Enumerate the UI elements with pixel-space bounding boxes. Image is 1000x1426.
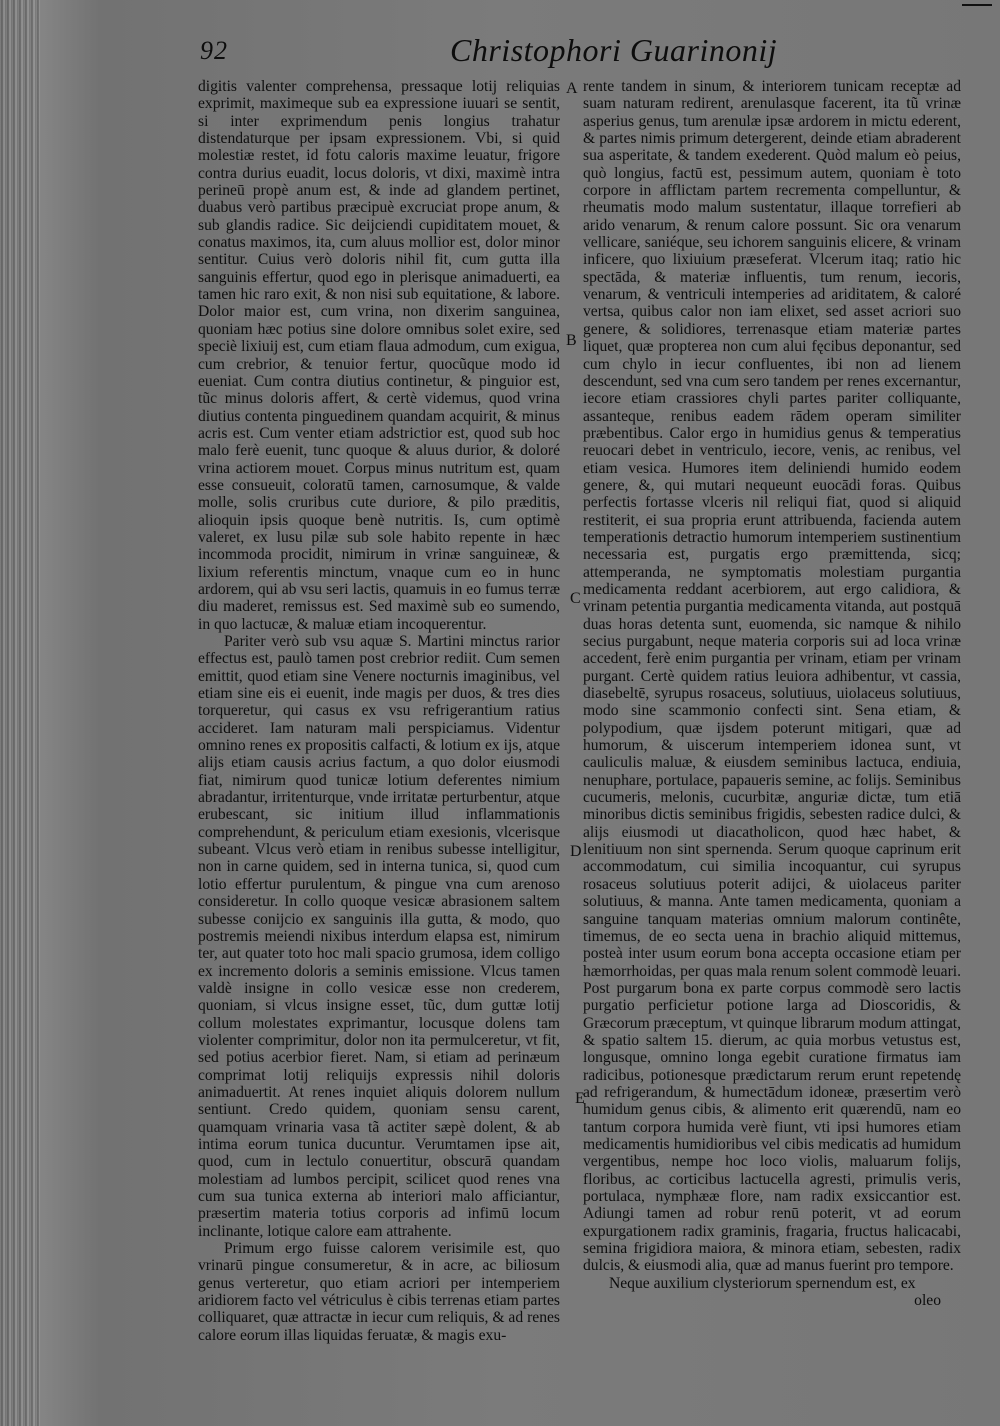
right-paragraph-2: Neque auxilium clysteriorum spernendum est, ex [609,1274,916,1292]
margin-letter-c: C [570,590,581,607]
catchword: oleo [914,1292,941,1310]
corner-mark [962,4,992,6]
left-paragraph-3: Primum ergo fuisse calorem verisimile est, quo vrinarū pingue consumeretur, & in acre, ac biliosum genus verteretur, quo etiam acriori per intemperiem aridiorem facto vel vétriculus è cibis terrenas etiam partes colliquaret, quæ attractæ in iecur cum reliquis, & ad renes calore eorum illas liquidas feruatæ, & magis exu- [198,1240,560,1344]
margin-letter-d: D [570,843,582,860]
page-number: 92 [200,36,228,65]
right-column [583,78,961,1309]
left-paragraph-1: digitis valenter comprehensa, pressaque lotij reliquias exprimit, maximeque sub ea expressione iuuari se sentit, si inter exprimendum penis longius trahatur distendaturque per ipsam expressionem. Vbi, si quid molestiæ restet, id fotu caloris maxime leuatur, frigore contra durius euadit, locus doloris, vt dixi, maximè intra perineū propè anum est, & inde ad glandem pertinet, duabus verò partibus præcipuè excruciat prope anum, & sub glandis radice. Sic deijciendi cupiditatem mouet, & conatus maximos, ita, cum aluus mollior est, dolor minor sentitur. Cuius verò doloris nihil fit, cum gutta illa sanguinis effertur, quod ego in plerisque animaduerti, ea tamen hic raro exit, & non nisi sub equitatione, & labore. Dolor maior est, cum vrina, non dixerim sanguinea, quoniam hæc potius sine dolore omnibus solet exire, sed speciè lixiuij est, cum etiam flaua admodum, cum exigua, cum crebrior, & tenuior fertur, quocũque modo id eueniat. Cum contra diutius continetur, & pinguior est, tũc minus doloris affert, & certè videmus, quod vrina diutius contenta pinguedinem quandam acquirit, & minus acris est. Cum venter etiam adstrictior est, quod sub hoc malo ferè euenit, tunc quoque & aluus durior, & doloré vrina actiorem mouet. Corpus minus nutritum est, quam esse consueuit, coloratū tamen, carnosumque, & valde molle, solis cruribus cute duriore, & pilo præditis, alioquin ipsis quoque benè nutritis. Is, cum optimè valeret, ex lusu pilæ sub sole habito repente in hæc incommoda procidit, nimirum in vrinæ sanguineæ, & lixium referentis minctum, vnaque cum eo in hunc ardorem, qui ab vsu seri lactis, quamuis in eo fumus terræ diu maderet, remissus est. Sed maximè sub eo sumendo, in quo lactucæ, & maluæ etiam incoquerentur. [198,78,560,633]
margin-letter-a: A [566,80,578,97]
right-paragraph-1: rente tandem in sinum, & interiorem tunicam receptæ ad suam naturam redirent, arenulasque facerent, ita tũ vrinæ asperius genus, tum arenulæ ipsæ ardorem in mictu ederent, & partes nimis primum detergerent, deinde etiam abraderent sua asperitate, & tandem exederent. Quòd malum eò peius, quò longius, factū est, pessimum autem, quoniam è toto corpore in afflictam partem recrementa compelluntur, & rheumatis modo malum sustentatur, illaque torrefieri ab arido venarum, & renum calore possunt. Sic ora venarum vellicare, saniéque, seu ichorem sanguinis elicere, & vrinam inficere, quo lixiuium præseferat. Vlcerum itaq; ratio hic spectāda, & materiæ influentis, tum renum, iecoris, venarum, & ventriculi intemperies ad ariditatem, & caloré vertsa, quibus calor non iam elixet, sed asset acriori suo genere, & solidiores, terrenasque etiam materiæ partes liquet, quæ propterea non cum alui fęcibus deponantur, sed cum chylo in iecur confluentes, ibi non ad lienem descendunt, sed vna cum sero tandem per renes excernantur, iecore etiam crassiores chyli partes pariter colliquante, assanteque, renibus eadem rādem operam similiter præbentibus. Calor ergo in humidius genus & temperatius reuocari debet in ventriculo, iecore, venis, ac renibus, vel etiam vesica. Humores item deliniendi humido eodem genere, &, qui mutari nequeunt euocādi foras. Quibus perfectis fortasse vlceris nil reliqui fiat, quod si aliquid restiterit, ei sua propria erunt attribuenda, facienda autem temperationis detractio humorum intemperiem sustinentium necessaria est, purgatis ergo præmittenda, sicq; attemperanda, ne symptomatis molestiam purgantia medicamenta reddant acerbiorem, aut ergo calidiora, & vrinam petentia purgantia medicamenta vitanda, aut postquā duas horas detenta sunt, euomenda, sic namque & nihilo secius purgabunt, neque materia corporis sui ad loca vrinæ accedent, ferè enim purgantia per vrinam, etiam per vrinam purgant. Certè quidem ratius leuiora adhibentur, vt cassia, diasebeltē, syrupus rosaceus, solutiuus, uiolaceus solutiuus, modo sine scammonio confecti sint. Sena etiam, & polypodium, quæ ijsdem poterunt mitigari, quæ ad humorum, & uiscerum intemperiem idonea sunt, vt cauliculis maluæ, & eiusdem seminibus lactuca, endiuia, nenuphare, portulace, papaueris semine, ac folijs. Seminibus cucumeris, melonis, cucurbitæ, anguriæ dictæ, tum etiā minoribus dictis seminibus frigidis, sebesten radice dulci, & alijs eiusmodi ut diacatholicon, quod hæc habet, & lenitiuum non sint spernenda. Serum quoque caprinum erit accommodatum, cui similia incoquantur, cui syrupus rosaceus solutiuus poterit adijci, & uiolaceus pariter solutiuus, & manna. Ante tamen medicamenta, quoniam a sanguine tanquam materias omnium malorum continête, timemus, de eo secta uena in brachio aliquid mittemus, posteà inter usum eorum bona accepta occasione etiam per hæmorrhoidas, per quas mala renum solent commodè leuari. Post purgarum bona ex parte corpus commodè sero lactis purgatio perficietur potione larga ad Dioscoridis, & Græcorum præceptum, vt quinque librarum modum attingat, & spatio saltem 15. dierum, ac quia morbus vetustus est, longusque, omnino longa egebit curatione firmatus iam radicibus, potionesque prædictarum rerum erunt repetendę ad refrigerandum, & humectādum idoneæ, præsertim verò humidum genus cibis, & alimento erit quærendū, nam eo tantum corpora humida verè fiunt, vti ipsi humores etiam medicamentis humidioribus vel cibis medicatis ad humidum vergentibus, nempe hoc loco violis, maluarum folijs, floribus, ac corticibus lactucella agresti, primulis veris, portulaca, nymphææ flore, nam radix exsiccantior est. Adiungi tamen ad robur renū poterit, vt ad eorum expurgationem radix graminis, fragaria, fructus halicacabi, semina frigidiora maiora, & minora etiam, sebesten, radix dulcis, & eiusmodi alia, quæ ad manus fuerint pro tempore. [583,78,961,1275]
running-head: Christophori Guarinonij [450,32,778,68]
margin-letter-b: B [566,332,577,349]
margin-letter-e: E [575,1090,585,1107]
left-paragraph-2: Pariter verò sub vsu aquæ S. Martini minctus rarior effectus est, paulò tamen post crebrior rediit. Cum semen emittit, quod etiam sine Venere nocturnis imaginibus, vel etiam sine eis ei euenit, inde magis per duos, & tres dies torqueretur, qui casus ex vsu refrigerantium ratius accideret. Iam naturam mali perspiciamus. Videntur omnino renes ex propositis calfacti, & lotium ex ijs, atque alijs etiam causis acrius factum, a quo dolor eiusmodi fiat, nimirum quod tunicæ lotium deferentes nimium abradantur, irritenturque, vnde irritatæ perturbentur, atque erubescant, sic initium illud inflammationis comprehendunt, & periculum etiam exesionis, vlcerisque subeant. Vlcus verò etiam in renibus subesse intelligitur, non in carne quidem, sed in interna tunica, si, quod cum lotio effertur purulentum, & pingue vna cum arenoso consideretur. In collo quoque vesicæ abrasionem saltem subesse conijcio ex sanguinis illa gutta, & modo, quo postremis meiendi nixibus interdum elapsa est, nimirum ter, aut quater toto hoc mali spacio grumosa, idem colligo ex incremento doloris a seminis emissione. Vlcus tamen valdè insigne in collo vesicæ esse non crederem, quoniam, si vlcus insigne esset, tũc, dum guttæ lotij collum molestates exprimantur, locusque dolens tam violenter comprimitur, dolor non ita permulceretur, vt fit, sed potius acerbior fieret. Nam, si etiam ad perinæum comprimat lotij reliquijs expressis nihil doloris animaduertit. At renes inquiet aliquis dolorem nullum sentiunt. Credo quidem, quoniam sensu carent, quamquam vrinaria vasa tã actiter sæpè dolent, & ab intima eorum tunica ducuntur. Verumtamen ipse ait, quod, cum in lectulo conuertitur, obscurā quandam molestiam ad lumbos percipit, scilicet quod renes vna cum sua tunica externa ab interiori malo afficiantur, præsertim materia totius corporis ad infimū locum inclinante, lotique calore eam attrahente. [198,633,560,1240]
binding-gutter [0,0,40,1426]
left-column [198,78,560,1344]
